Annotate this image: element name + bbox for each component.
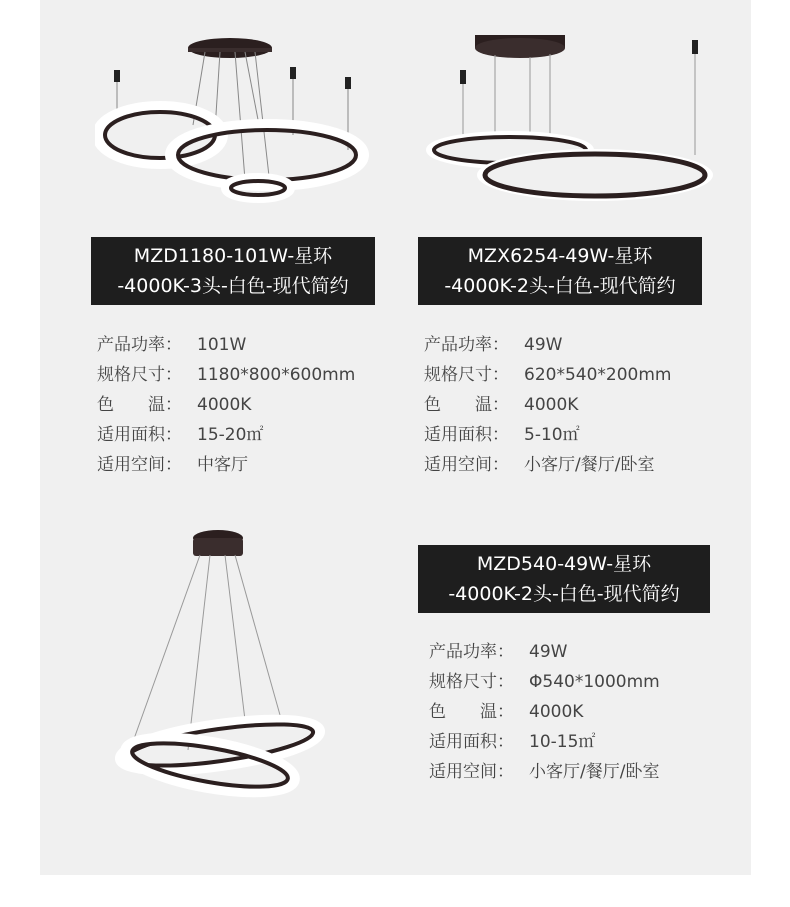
spec-label: 适用面积： bbox=[429, 732, 514, 752]
spec-row-power bbox=[424, 330, 671, 360]
spec-row-color-temp bbox=[424, 390, 671, 420]
spec-row-size bbox=[424, 360, 671, 390]
product-2-title-line2: -4000K-2头-白色-现代简约 bbox=[444, 275, 676, 297]
spec-value: 10-15㎡ bbox=[529, 732, 596, 752]
spec-value: 49W bbox=[529, 642, 568, 662]
spec-label: 适用空间： bbox=[97, 455, 182, 475]
spec-row-space bbox=[424, 450, 671, 480]
product-3-title bbox=[418, 545, 710, 613]
spec-value: 小客厅/餐厅/卧室 bbox=[524, 455, 655, 475]
spec-value: 620*540*200mm bbox=[524, 365, 672, 385]
product-1-title-line2: -4000K-3头-白色-现代简约 bbox=[117, 275, 349, 297]
product-2-image bbox=[415, 30, 725, 215]
product-1-title bbox=[91, 237, 375, 305]
spec-row-space bbox=[429, 757, 660, 787]
spec-row-power bbox=[97, 330, 355, 360]
spec-label: 产品功率： bbox=[424, 335, 509, 355]
spec-label: 规格尺寸： bbox=[429, 672, 514, 692]
spec-label: 适用空间： bbox=[424, 455, 509, 475]
product-3-title-line1: MZD540-49W-星环 bbox=[476, 553, 652, 575]
spec-row-size bbox=[429, 667, 660, 697]
spec-label: 产品功率： bbox=[429, 642, 514, 662]
spec-row-color-temp bbox=[97, 390, 355, 420]
product-2-specs bbox=[424, 330, 671, 480]
spec-value: 4000K bbox=[524, 395, 579, 415]
spec-label: 色 温： bbox=[424, 395, 509, 415]
spec-row-color-temp bbox=[429, 697, 660, 727]
spec-label: 产品功率： bbox=[97, 335, 182, 355]
spec-row-area bbox=[424, 420, 671, 450]
spec-value: 1180*800*600mm bbox=[197, 365, 356, 385]
spec-value: 49W bbox=[524, 335, 563, 355]
product-1-title-line1: MZD1180-101W-星环 bbox=[133, 245, 333, 267]
spec-row-area bbox=[97, 420, 355, 450]
spec-label: 色 温： bbox=[97, 395, 182, 415]
spec-row-power bbox=[429, 637, 660, 667]
product-3-title-line2: -4000K-2头-白色-现代简约 bbox=[448, 583, 680, 605]
spec-value: 5-10㎡ bbox=[524, 425, 580, 445]
spec-value: Φ540*1000mm bbox=[529, 672, 660, 692]
spec-label: 适用面积： bbox=[97, 425, 182, 445]
product-1-image bbox=[95, 30, 385, 215]
spec-label: 规格尺寸： bbox=[97, 365, 182, 385]
spec-value: 101W bbox=[197, 335, 247, 355]
spec-value: 中客厅 bbox=[197, 455, 248, 475]
spec-row-area bbox=[429, 727, 660, 757]
spec-value: 4000K bbox=[197, 395, 252, 415]
spec-label: 规格尺寸： bbox=[424, 365, 509, 385]
product-2-title bbox=[418, 237, 702, 305]
product-3-specs bbox=[429, 637, 660, 787]
spec-row-space bbox=[97, 450, 355, 480]
spec-label: 适用空间： bbox=[429, 762, 514, 782]
product-2-title-line1: MZX6254-49W-星环 bbox=[467, 245, 653, 267]
product-1-specs bbox=[97, 330, 355, 480]
spec-value: 小客厅/餐厅/卧室 bbox=[529, 762, 660, 782]
spec-label: 色 温： bbox=[429, 702, 514, 722]
spec-value: 4000K bbox=[529, 702, 584, 722]
spec-label: 适用面积： bbox=[424, 425, 509, 445]
spec-value: 15-20㎡ bbox=[197, 425, 264, 445]
product-3-image bbox=[100, 520, 340, 800]
spec-row-size bbox=[97, 360, 355, 390]
